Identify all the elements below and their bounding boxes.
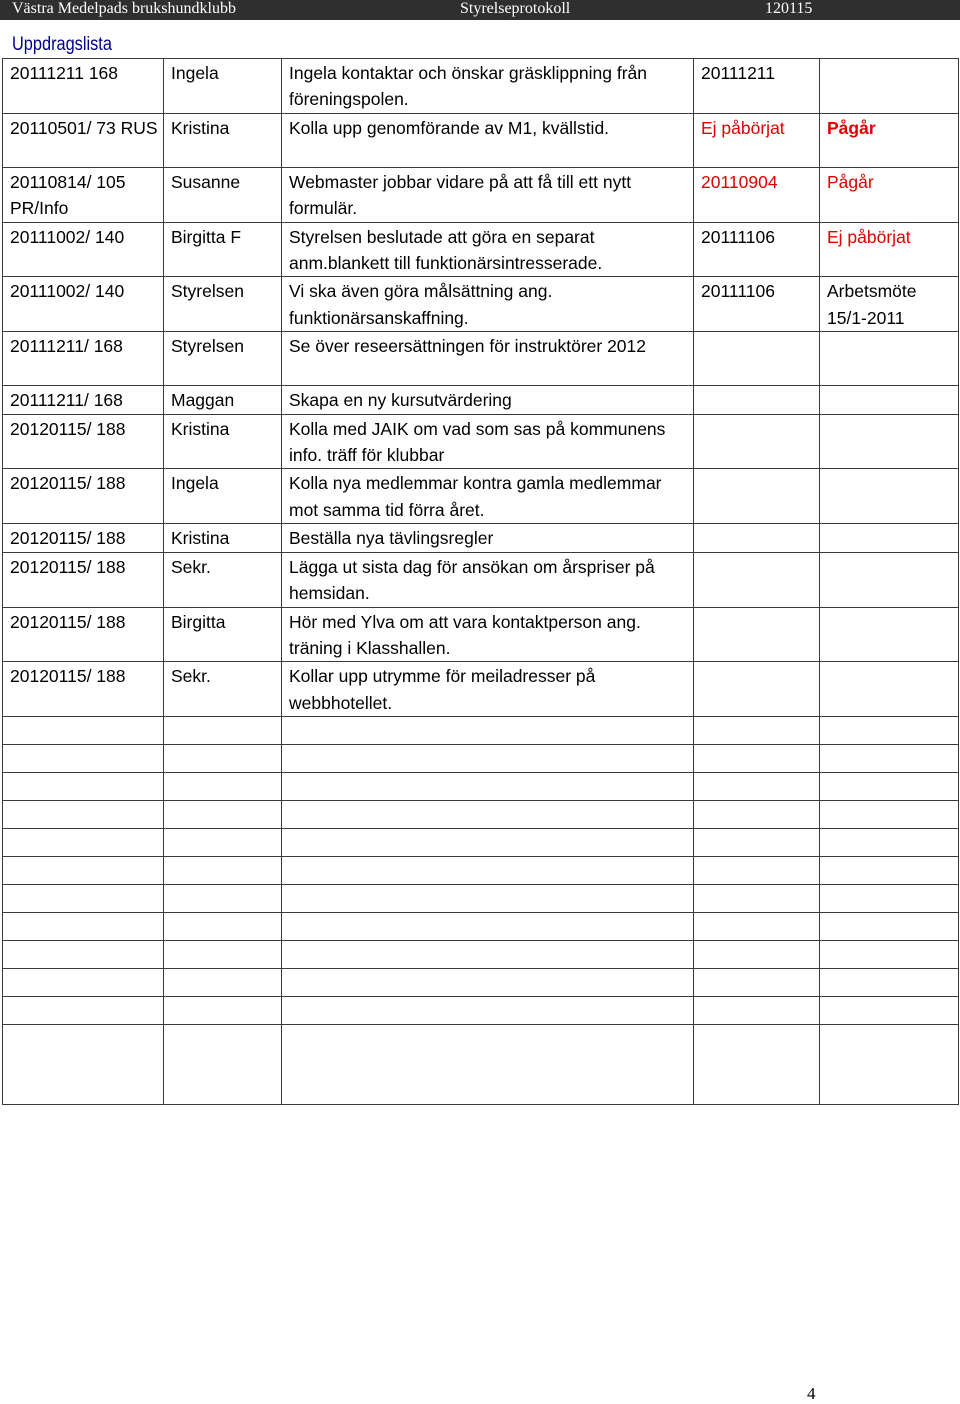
- person-cell: Ingela: [164, 59, 282, 114]
- status-cell: [820, 386, 959, 414]
- task-cell: Vi ska även göra målsättning ang. funktionärsanskaffning.: [282, 277, 694, 332]
- ref-cell: 20111211/ 168: [3, 332, 164, 386]
- ref-cell: 20120115/ 188: [3, 662, 164, 717]
- status-cell: [820, 662, 959, 717]
- date-cell: [694, 607, 820, 662]
- status-cell: Arbetsmöte 15/1-2011: [820, 277, 959, 332]
- task-cell: Webmaster jobbar vidare på att få till ett nytt formulär.: [282, 167, 694, 222]
- empty-row: [3, 773, 959, 801]
- person-cell: Kristina: [164, 524, 282, 552]
- task-cell: Lägga ut sista dag för ansökan om årspriser på hemsidan.: [282, 552, 694, 607]
- person-cell: Susanne: [164, 167, 282, 222]
- table-row: [3, 607, 959, 662]
- person-cell: Birgitta F: [164, 222, 282, 277]
- status-cell: [820, 552, 959, 607]
- ref-cell: 20120115/ 188: [3, 414, 164, 469]
- date-cell: [694, 524, 820, 552]
- table-row: [3, 113, 959, 167]
- ref-cell: 20120115/ 188: [3, 607, 164, 662]
- empty-row: [3, 969, 959, 997]
- task-table: [2, 58, 959, 1105]
- empty-row: [3, 717, 959, 745]
- date-cell: 20111106: [694, 277, 820, 332]
- date-cell: [694, 662, 820, 717]
- status-cell: Ej påbörjat: [820, 222, 959, 277]
- empty-row: [3, 745, 959, 773]
- table-row: [3, 59, 959, 114]
- table-row: [3, 414, 959, 469]
- club-name: Västra Medelpads brukshundklubb: [12, 0, 236, 17]
- person-cell: Ingela: [164, 469, 282, 524]
- date-cell: [694, 332, 820, 386]
- table-row: [3, 167, 959, 222]
- page-header: [0, 0, 960, 20]
- table-row: [3, 524, 959, 552]
- ref-cell: 20120115/ 188: [3, 524, 164, 552]
- status-cell: Pågår: [820, 167, 959, 222]
- status-cell: [820, 524, 959, 552]
- ref-cell: 20110814/ 105 PR/Info: [3, 167, 164, 222]
- task-cell: Kolla nya medlemmar kontra gamla medlemmar mot samma tid förra året.: [282, 469, 694, 524]
- empty-row: [3, 913, 959, 941]
- task-cell: Kollar upp utrymme för meiladresser på webbhotellet.: [282, 662, 694, 717]
- person-cell: Kristina: [164, 113, 282, 167]
- empty-row: [3, 829, 959, 857]
- status-cell: [820, 332, 959, 386]
- ref-cell: 20120115/ 188: [3, 552, 164, 607]
- date-cell: 20111106: [694, 222, 820, 277]
- table-row: [3, 469, 959, 524]
- status-cell: [820, 59, 959, 114]
- empty-row: [3, 941, 959, 969]
- empty-row: [3, 997, 959, 1025]
- date-cell: 20111211: [694, 59, 820, 114]
- table-row: [3, 662, 959, 717]
- document-type: Styrelseprotokoll: [460, 0, 571, 17]
- date-cell: Ej påbörjat: [694, 113, 820, 167]
- ref-cell: 20111002/ 140: [3, 277, 164, 332]
- ref-cell: 20111211 168: [3, 59, 164, 114]
- ref-cell: 20111211/ 168: [3, 386, 164, 414]
- task-cell: Se över reseersättningen för instruktörer 2012: [282, 332, 694, 386]
- page-number: 4: [807, 1384, 816, 1403]
- person-cell: Birgitta: [164, 607, 282, 662]
- person-cell: Sekr.: [164, 662, 282, 717]
- table-row: [3, 386, 959, 414]
- date-cell: [694, 414, 820, 469]
- ref-cell: 20111002/ 140: [3, 222, 164, 277]
- status-cell: [820, 414, 959, 469]
- date-cell: [694, 469, 820, 524]
- task-cell: Kolla upp genomförande av M1, kvällstid.: [282, 113, 694, 167]
- document-date: 120115: [765, 0, 813, 17]
- task-cell: Skapa en ny kursutvärdering: [282, 386, 694, 414]
- person-cell: Maggan: [164, 386, 282, 414]
- date-cell: [694, 552, 820, 607]
- status-cell: [820, 607, 959, 662]
- table-row: [3, 552, 959, 607]
- person-cell: Sekr.: [164, 552, 282, 607]
- person-cell: Kristina: [164, 414, 282, 469]
- task-cell: Ingela kontaktar och önskar gräsklippning från föreningspolen.: [282, 59, 694, 114]
- task-cell: Hör med Ylva om att vara kontaktperson ang. träning i Klasshallen.: [282, 607, 694, 662]
- task-cell: Beställa nya tävlingsregler: [282, 524, 694, 552]
- empty-row: [3, 1025, 959, 1105]
- status-cell: [820, 469, 959, 524]
- table-row: [3, 332, 959, 386]
- ref-cell: 20110501/ 73 RUS: [3, 113, 164, 167]
- table-row: [3, 277, 959, 332]
- task-cell: Kolla med JAIK om vad som sas på kommunens info. träff för klubbar: [282, 414, 694, 469]
- section-title: Uppdragslista: [12, 34, 112, 55]
- empty-row: [3, 857, 959, 885]
- person-cell: Styrelsen: [164, 332, 282, 386]
- empty-row: [3, 801, 959, 829]
- date-cell: 20110904: [694, 167, 820, 222]
- task-cell: Styrelsen beslutade att göra en separat anm.blankett till funktionärsintresserade.: [282, 222, 694, 277]
- table-row: [3, 222, 959, 277]
- person-cell: Styrelsen: [164, 277, 282, 332]
- ref-cell: 20120115/ 188: [3, 469, 164, 524]
- status-cell: Pågår: [820, 113, 959, 167]
- date-cell: [694, 386, 820, 414]
- empty-row: [3, 885, 959, 913]
